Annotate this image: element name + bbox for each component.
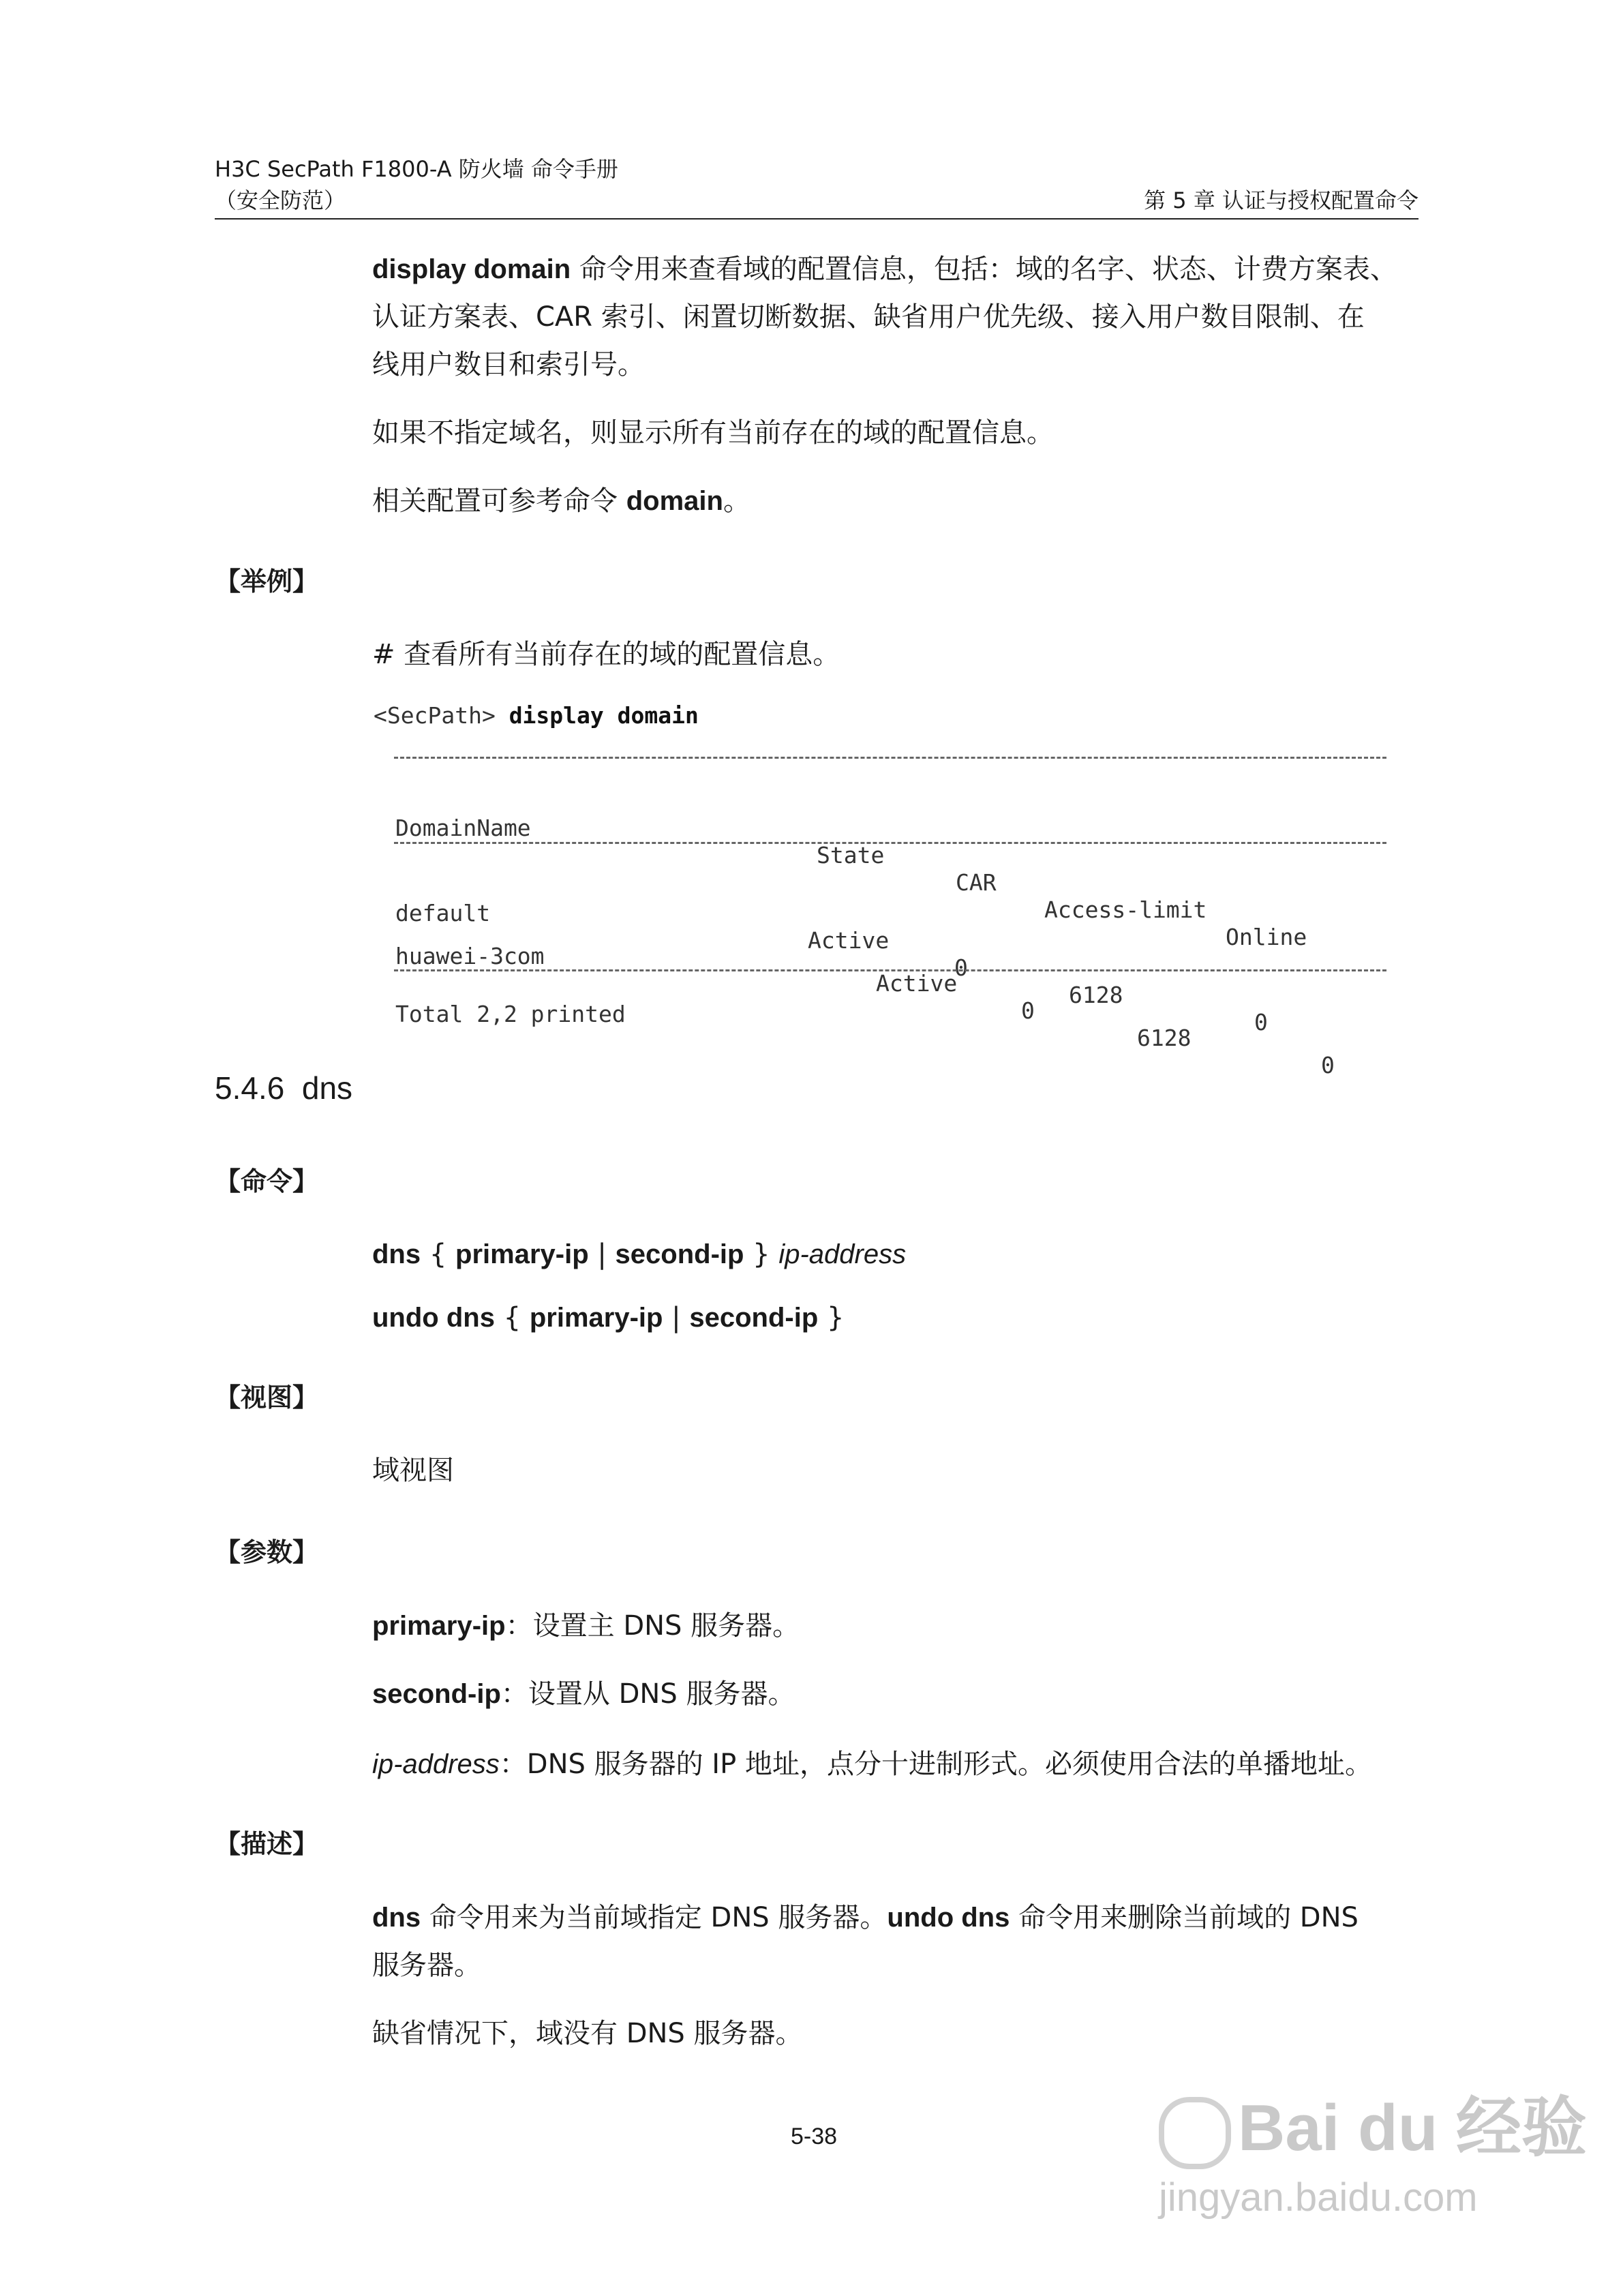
table-total: Total 2,2 printed (395, 1001, 626, 1027)
command-heading: 【命令】 (215, 1166, 319, 1196)
paw-icon (1159, 2097, 1231, 2169)
intro-paragraph-1: display domain 命令用来查看域的配置信息，包括：域的名字、状态、计费方案表、 认证方案表、CAR 索引、闲置切断数据、缺省用户优先级、接入用户数目限制、在 线用户数目和索引号。 (372, 254, 1397, 380)
description-heading: 【描述】 (215, 1829, 319, 1859)
params-heading: 【参数】 (215, 1537, 319, 1567)
intro-paragraph-2: 如果不指定域名，则显示所有当前存在的域的配置信息。 (372, 417, 1054, 449)
example-heading: 【举例】 (215, 567, 319, 596)
baidu-watermark: Bai du 经验 (1159, 2076, 1587, 2169)
param-second-ip: second-ip：设置从 DNS 服务器。 (372, 1678, 795, 1710)
param-ip-address: ip-address：DNS 服务器的 IP 地址，点分十进制形式。必须使用合法的单播地址。 (372, 1749, 1372, 1780)
doc-title: H3C SecPath F1800-A 防火墙 命令手册 (215, 156, 618, 182)
domain-command: domain (626, 486, 723, 516)
col-access-limit: Access-limit (1044, 896, 1207, 923)
table-divider-bottom (394, 969, 1386, 971)
table-row: default Active 0 6128 0 (395, 900, 1268, 1036)
watermark-url: jingyan.baidu.com (1159, 2175, 1478, 2220)
page-number: 5-38 (791, 2124, 838, 2149)
example-comment: # 查看所有当前存在的域的配置信息。 (372, 639, 840, 670)
col-car: CAR (956, 869, 997, 896)
col-state: State (817, 842, 885, 868)
display-domain-command: display domain (372, 254, 571, 284)
command-syntax-undo-dns: undo dns { primary-ip | second-ip } (372, 1302, 845, 1333)
table-divider-mid (394, 842, 1386, 844)
intro-paragraph-3: 相关配置可参考命令 domain。 (372, 485, 750, 517)
col-online: Online (1226, 924, 1307, 950)
section-heading: 5.4.6 dns (215, 1070, 353, 1106)
table-divider-top (394, 757, 1386, 759)
view-heading: 【视图】 (215, 1383, 319, 1413)
param-primary-ip: primary-ip：设置主 DNS 服务器。 (372, 1610, 800, 1642)
doc-subtitle: （安全防范） (215, 187, 346, 213)
chapter-title: 第 5 章 认证与授权配置命令 (1144, 187, 1419, 213)
example-command: display domain (509, 702, 699, 729)
header-rule (215, 218, 1419, 220)
table-row: huawei-3com Active 0 6128 0 (395, 943, 1335, 1078)
description-paragraph-1: dns 命令用来为当前域指定 DNS 服务器。undo dns 命令用来删除当前域的 DNS 服务器。 (372, 1902, 1359, 1981)
description-paragraph-2: 缺省情况下，域没有 DNS 服务器。 (372, 2018, 803, 2049)
command-syntax-dns: dns { primary-ip | second-ip } ip-address (372, 1239, 907, 1270)
example-prompt: <SecPath> display domain (374, 702, 699, 729)
view-text: 域视图 (372, 1455, 454, 1486)
col-domainname: DomainName (395, 815, 531, 841)
